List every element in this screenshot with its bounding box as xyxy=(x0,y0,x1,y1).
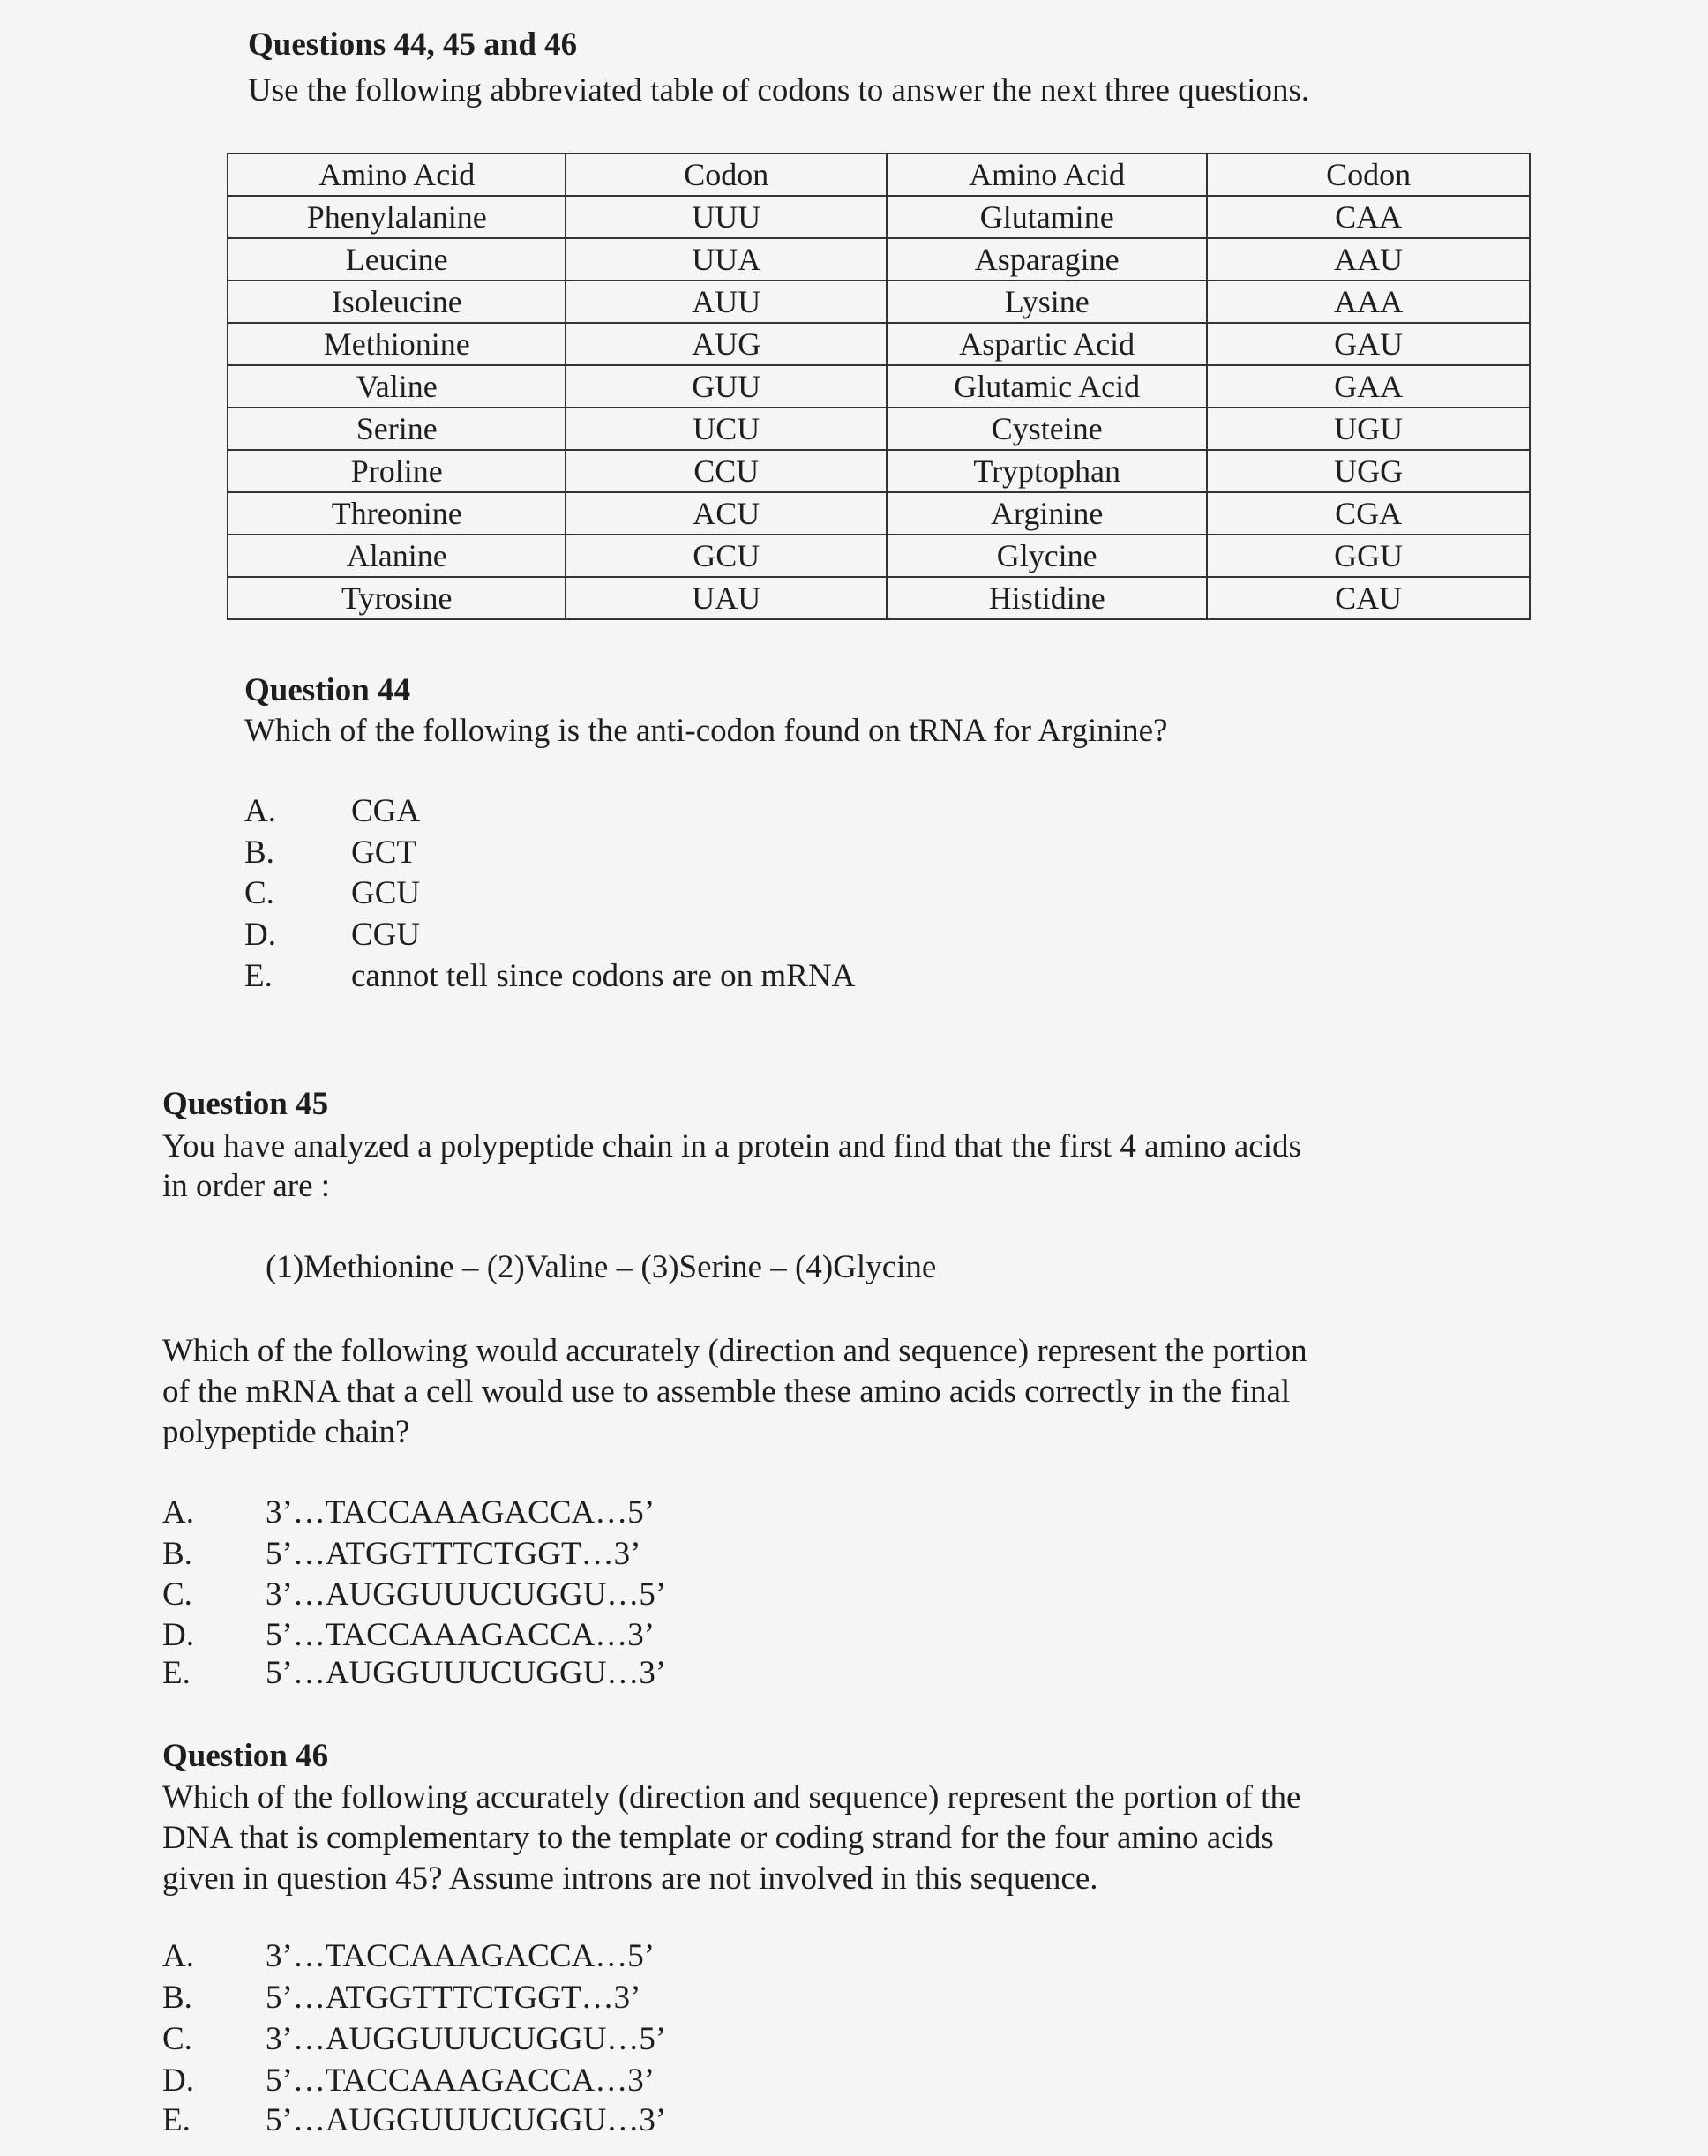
option-letter: C. xyxy=(162,1576,192,1613)
table-cell: Lysine xyxy=(887,281,1207,323)
table-cell: GCU xyxy=(566,535,887,577)
q46-text-line: DNA that is complementary to the template or coding strand for the four amino acids xyxy=(162,1820,1274,1856)
table-cell: Alanine xyxy=(228,535,566,577)
table-row xyxy=(228,450,1530,492)
option-text: 5’…ATGGTTTCTGGT…3’ xyxy=(266,1536,641,1572)
table-cell: CAU xyxy=(1207,577,1530,619)
q44-option-d xyxy=(244,915,420,955)
table-cell: GAA xyxy=(1207,365,1530,408)
table-cell: Aspartic Acid xyxy=(887,323,1207,365)
q45-question-line: polypeptide chain? xyxy=(162,1414,410,1450)
table-cell: CCU xyxy=(566,450,887,492)
option-letter: B. xyxy=(162,1980,192,2016)
q44-title: Question 44 xyxy=(244,672,411,708)
table-cell: AAU xyxy=(1207,238,1530,281)
q44-option-b xyxy=(244,833,416,873)
table-cell: UUA xyxy=(566,238,887,281)
codon-table xyxy=(227,153,1531,620)
table-row xyxy=(228,196,1530,238)
table-cell: UGG xyxy=(1207,450,1530,492)
table-row xyxy=(228,281,1530,323)
option-letter: A. xyxy=(162,1938,194,1974)
option-text: GCU xyxy=(351,875,421,911)
table-cell: Cysteine xyxy=(887,408,1207,450)
table-row xyxy=(228,323,1530,365)
q46-title: Question 46 xyxy=(162,1738,329,1774)
table-cell: Tryptophan xyxy=(887,450,1207,492)
q45-option-b xyxy=(162,1534,640,1575)
table-cell: AUU xyxy=(566,281,887,323)
q45-text-line: You have analyzed a polypeptide chain in a protein and find that the first 4 amino acids xyxy=(162,1128,1301,1164)
option-text: 3’…TACCAAAGACCA…5’ xyxy=(266,1938,655,1974)
column-header: Codon xyxy=(566,153,887,196)
table-cell: UUU xyxy=(566,196,887,238)
column-header: Codon xyxy=(1207,153,1530,196)
option-text: CGA xyxy=(351,793,421,829)
option-text: CGU xyxy=(351,917,421,953)
option-letter: D. xyxy=(162,1617,194,1653)
table-cell: Histidine xyxy=(887,577,1207,619)
table-cell: Serine xyxy=(228,408,566,450)
option-letter: C. xyxy=(162,2021,192,2057)
q46-option-e xyxy=(162,2100,666,2141)
table-cell: UAU xyxy=(566,577,887,619)
q44-option-a xyxy=(244,791,420,832)
table-cell: Asparagine xyxy=(887,238,1207,281)
table-cell: AUG xyxy=(566,323,887,365)
option-letter: B. xyxy=(244,835,274,871)
option-letter: C. xyxy=(244,875,274,911)
q45-title: Question 45 xyxy=(162,1086,329,1122)
option-letter: A. xyxy=(244,793,276,829)
table-row xyxy=(228,408,1530,450)
option-text: 3’…AUGGUUUCUGGU…5’ xyxy=(266,1576,667,1613)
q46-option-a xyxy=(162,1936,655,1977)
q46-text-line: Which of the following accurately (direction and sequence) represent the portion of the xyxy=(162,1779,1301,1815)
q45-option-e xyxy=(162,1653,666,1694)
table-cell: Isoleucine xyxy=(228,281,566,323)
option-letter: E. xyxy=(162,1655,191,1691)
table-cell: UGU xyxy=(1207,408,1530,450)
option-letter: D. xyxy=(162,2062,194,2099)
q45-text-line: in order are : xyxy=(162,1168,331,1204)
option-letter: E. xyxy=(244,958,273,994)
table-cell: Methionine xyxy=(228,323,566,365)
table-header-row xyxy=(228,153,1530,196)
table-row xyxy=(228,535,1530,577)
option-letter: B. xyxy=(162,1536,192,1572)
q44-text: Which of the following is the anti-codon found on tRNA for Arginine? xyxy=(244,713,1168,749)
option-text: 5’…ATGGTTTCTGGT…3’ xyxy=(266,1980,641,2016)
table-cell: Arginine xyxy=(887,492,1207,535)
option-letter: E. xyxy=(162,2102,191,2138)
table-cell: Leucine xyxy=(228,238,566,281)
table-cell: GAU xyxy=(1207,323,1530,365)
table-cell: Threonine xyxy=(228,492,566,535)
table-cell: Phenylalanine xyxy=(228,196,566,238)
table-cell: CAA xyxy=(1207,196,1530,238)
table-cell: Valine xyxy=(228,365,566,408)
option-text: 3’…AUGGUUUCUGGU…5’ xyxy=(266,2021,667,2057)
option-text: 5’…TACCAAAGACCA…3’ xyxy=(266,2062,655,2099)
table-cell: UCU xyxy=(566,408,887,450)
table-cell: Tyrosine xyxy=(228,577,566,619)
page-title: Questions 44, 45 and 46 xyxy=(248,26,578,63)
column-header: Amino Acid xyxy=(228,153,566,196)
q45-question-line: Which of the following would accurately (direction and sequence) represent the portion xyxy=(162,1333,1307,1369)
q44-option-e xyxy=(244,956,855,997)
table-cell: GUU xyxy=(566,365,887,408)
table-row xyxy=(228,365,1530,408)
option-letter: A. xyxy=(162,1494,194,1531)
q46-option-d xyxy=(162,2061,655,2101)
q44-option-c xyxy=(244,873,420,914)
table-row xyxy=(228,577,1530,619)
q46-option-c xyxy=(162,2019,666,2060)
option-text: 5’…AUGGUUUCUGGU…3’ xyxy=(266,2102,667,2138)
table-cell: GGU xyxy=(1207,535,1530,577)
q45-option-a xyxy=(162,1493,655,1533)
table-row xyxy=(228,238,1530,281)
table-cell: Glutamine xyxy=(887,196,1207,238)
table-cell: AAA xyxy=(1207,281,1530,323)
table-cell: Glutamic Acid xyxy=(887,365,1207,408)
table-cell: ACU xyxy=(566,492,887,535)
q45-option-c xyxy=(162,1575,666,1615)
q46-text-line: given in question 45? Assume introns are not involved in this sequence. xyxy=(162,1860,1098,1897)
column-header: Amino Acid xyxy=(887,153,1207,196)
table-cell: CGA xyxy=(1207,492,1530,535)
table-cell: Glycine xyxy=(887,535,1207,577)
q45-sequence: (1)Methionine – (2)Valine – (3)Serine – (4)Glycine xyxy=(266,1249,937,1285)
q45-question-line: of the mRNA that a cell would use to assemble these amino acids correctly in the final xyxy=(162,1374,1291,1410)
option-text: cannot tell since codons are on mRNA xyxy=(351,958,856,994)
option-letter: D. xyxy=(244,917,276,953)
page-subtitle: Use the following abbreviated table of codons to answer the next three questions. xyxy=(248,72,1310,109)
q46-option-b xyxy=(162,1978,640,2018)
option-text: 5’…TACCAAAGACCA…3’ xyxy=(266,1617,655,1653)
table-cell: Proline xyxy=(228,450,566,492)
option-text: 3’…TACCAAAGACCA…5’ xyxy=(266,1494,655,1531)
option-text: GCT xyxy=(351,835,416,871)
q45-option-d xyxy=(162,1615,655,1656)
table-row xyxy=(228,492,1530,535)
option-text: 5’…AUGGUUUCUGGU…3’ xyxy=(266,1655,667,1691)
